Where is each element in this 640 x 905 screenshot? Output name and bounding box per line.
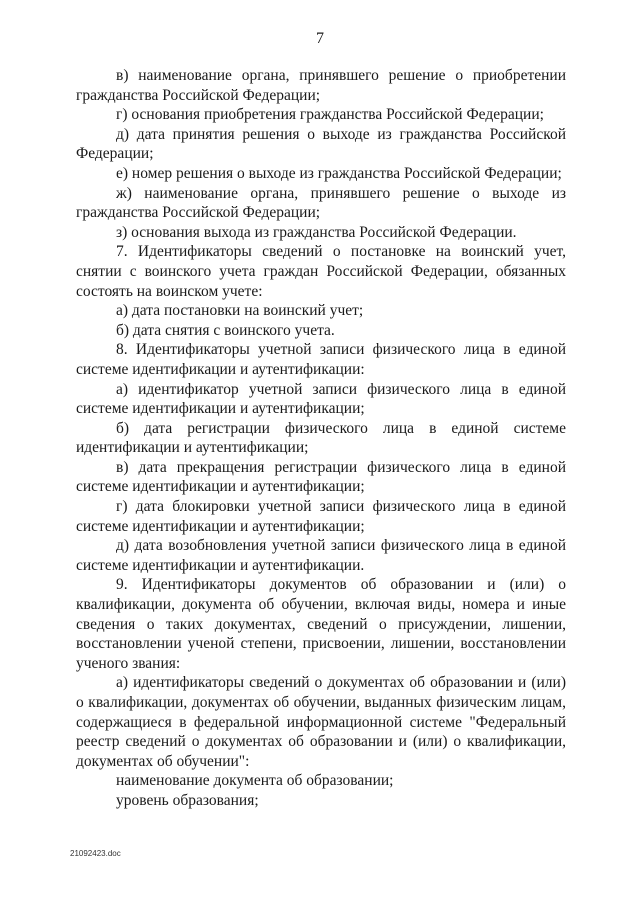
paragraph-d-renunciation-date: д) дата принятия решения о выходе из гражданства Российской Федерации;	[76, 125, 566, 163]
paragraph-zh-renunciation-authority: ж) наименование органа, принявшего решение о выходе из гражданства Российской Федерации;	[76, 184, 566, 222]
paragraph-a-registration-date: а) дата постановки на воинский учет;	[116, 302, 364, 320]
document-body	[76, 66, 566, 811]
paragraph-g-acquisition-grounds: г) основания приобретения гражданства Российской Федерации;	[116, 106, 544, 124]
paragraph-a-account-id: а) идентификатор учетной записи физического лица в единой системе идентификации и аутентификации;	[76, 380, 566, 418]
paragraph-v-acquisition-authority: в) наименование органа, принявшего решение о приобретении гражданства Российской Федерации;	[76, 67, 566, 104]
footer-filename: 21092423.doc	[70, 849, 121, 858]
list-line-education-level: уровень образования;	[116, 791, 259, 809]
paragraph-e-renunciation-number: е) номер решения о выходе из гражданства Российской Федерации;	[116, 164, 562, 182]
paragraph-b-registration-date: б) дата регистрации физического лица в единой системе идентификации и аутентификации;	[76, 419, 566, 457]
paragraph-z-renunciation-grounds: з) основания выхода из гражданства Российской Федерации.	[116, 223, 517, 241]
paragraph-d-restoration-date: д) дата возобновления учетной записи физического лица в единой системе идентификации и аутентификации.	[76, 537, 566, 574]
paragraph-b-deregistration-date: б) дата снятия с воинского учета.	[116, 321, 335, 339]
page-number: 7	[316, 30, 324, 47]
section-7-military-registration: 7. Идентификаторы сведений о постановке на воинский учет, снятии с воинского учета граждан Российской Федерации, обязанных состоять на воинском учете:	[76, 243, 566, 300]
list-line-document-name: наименование документа об образовании;	[116, 772, 394, 790]
paragraph-v-termination-date: в) дата прекращения регистрации физического лица в единой системе идентификации и аутентификации;	[76, 458, 566, 496]
section-9-education-documents: 9. Идентификаторы документов об образовании и (или) о квалификации, документа об обучении, включая виды, номера и иные сведения о таких документах, сведений о присуждении, лишении, восстановлении ученой степени, присвоении, лишении, восстановлении ученого звания:	[76, 576, 566, 672]
section-8-esia-account: 8. Идентификаторы учетной записи физического лица в единой системе идентификации и аутентификации:	[76, 341, 566, 378]
paragraph-g-blocking-date: г) дата блокировки учетной записи физического лица в единой системе идентификации и аутентификации;	[76, 498, 566, 535]
paragraph-a-education-registry: а) идентификаторы сведений о документах об образовании и (или) о квалификации, документах об обучении, выданных физическим лицам, содержащиеся в федеральной информационной системе "Федеральный реестр сведений о документах об образовании и (или) о квалификации, документах об обучении":	[76, 674, 566, 770]
